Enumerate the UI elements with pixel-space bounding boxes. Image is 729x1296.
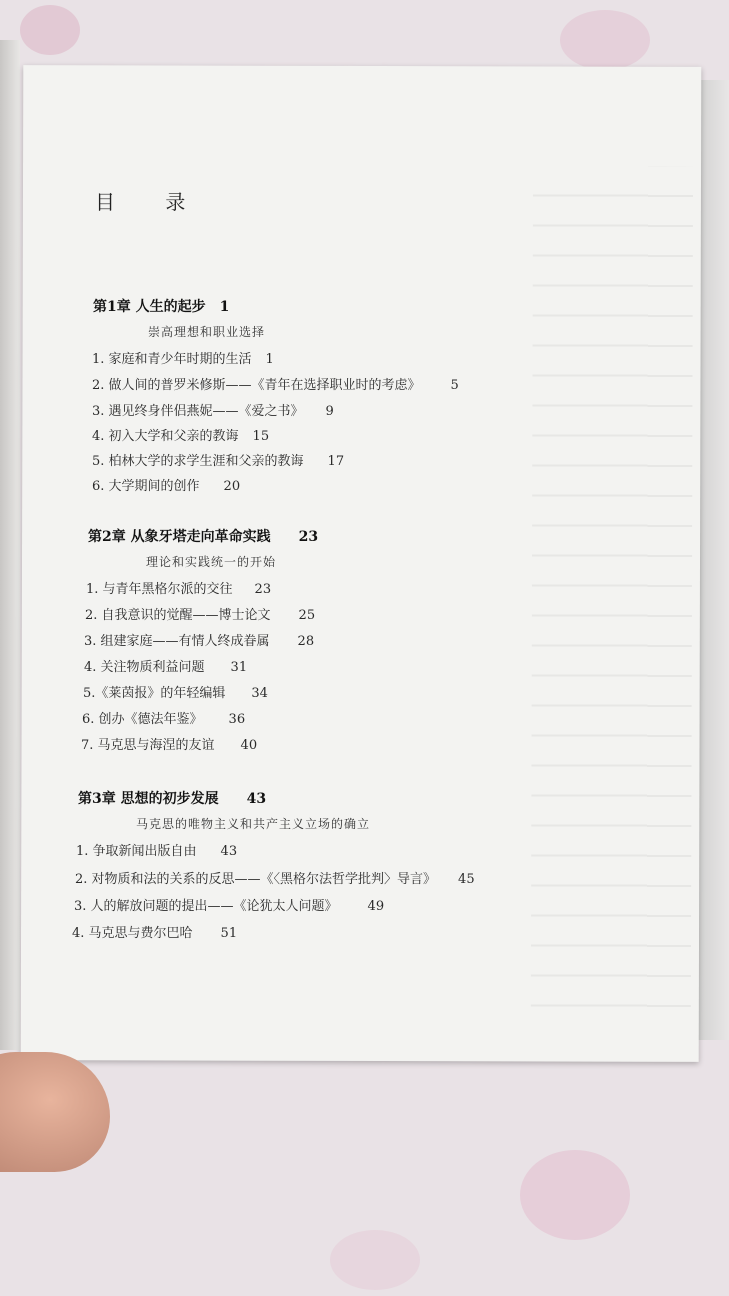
tablecloth-flower (560, 10, 650, 70)
toc-entry: 2. 自我意识的觉醒——博士论文 25 (85, 608, 316, 623)
chapter-subtitle: 马克思的唯物主义和共产主义立场的确立 (136, 817, 371, 831)
chapter-heading: 第3章 思想的初步发展 43 (78, 791, 267, 807)
toc-entry: 1. 家庭和青少年时期的生活 1 (92, 352, 274, 367)
toc-entry: 5.《莱茵报》的年轻编辑 34 (83, 686, 268, 701)
toc-entry: 1. 争取新闻出版自由 43 (76, 844, 238, 859)
chapter-subtitle: 崇高理想和职业选择 (148, 325, 266, 339)
toc-entry: 3. 遇见终身伴侣燕妮——《爱之书》 9 (92, 404, 334, 419)
toc-entry: 6. 大学期间的创作 20 (92, 479, 241, 494)
toc-entry: 4. 马克思与费尔巴哈 51 (72, 926, 238, 941)
book-cover-edge (0, 40, 20, 1050)
toc-entry: 2. 做人间的普罗米修斯——《青年在选择职业时的考虑》 5 (92, 378, 459, 393)
finger (0, 1052, 110, 1172)
toc-entry: 4. 关注物质利益问题 31 (84, 660, 248, 675)
chapter-subtitle: 理论和实践统一的开始 (146, 555, 277, 569)
toc-entry: 6. 创办《德法年鉴》 36 (82, 712, 246, 727)
tablecloth-flower (20, 5, 80, 55)
toc-entry: 2. 对物质和法的关系的反思——《〈黑格尔法哲学批判〉导言》 45 (75, 872, 475, 887)
show-through-text (531, 166, 693, 1026)
chapter-heading: 第1章 人生的起步 1 (93, 299, 230, 315)
chapter-heading: 第2章 从象牙塔走向革命实践 23 (88, 529, 319, 545)
toc-entry: 3. 组建家庭——有情人终成眷属 28 (84, 634, 315, 649)
toc-entry: 4. 初入大学和父亲的教诲 15 (92, 429, 270, 444)
toc-entry: 1. 与青年黑格尔派的交往 23 (86, 582, 272, 597)
toc-entry: 5. 柏林大学的求学生涯和父亲的教诲 17 (92, 454, 345, 469)
toc-title: 目 录 (95, 190, 208, 214)
tablecloth-flower (330, 1230, 420, 1290)
toc-entry: 3. 人的解放问题的提出——《论犹太人问题》 49 (74, 899, 385, 914)
toc-entry: 7. 马克思与海涅的友谊 40 (81, 738, 258, 753)
tablecloth-flower (520, 1150, 630, 1240)
